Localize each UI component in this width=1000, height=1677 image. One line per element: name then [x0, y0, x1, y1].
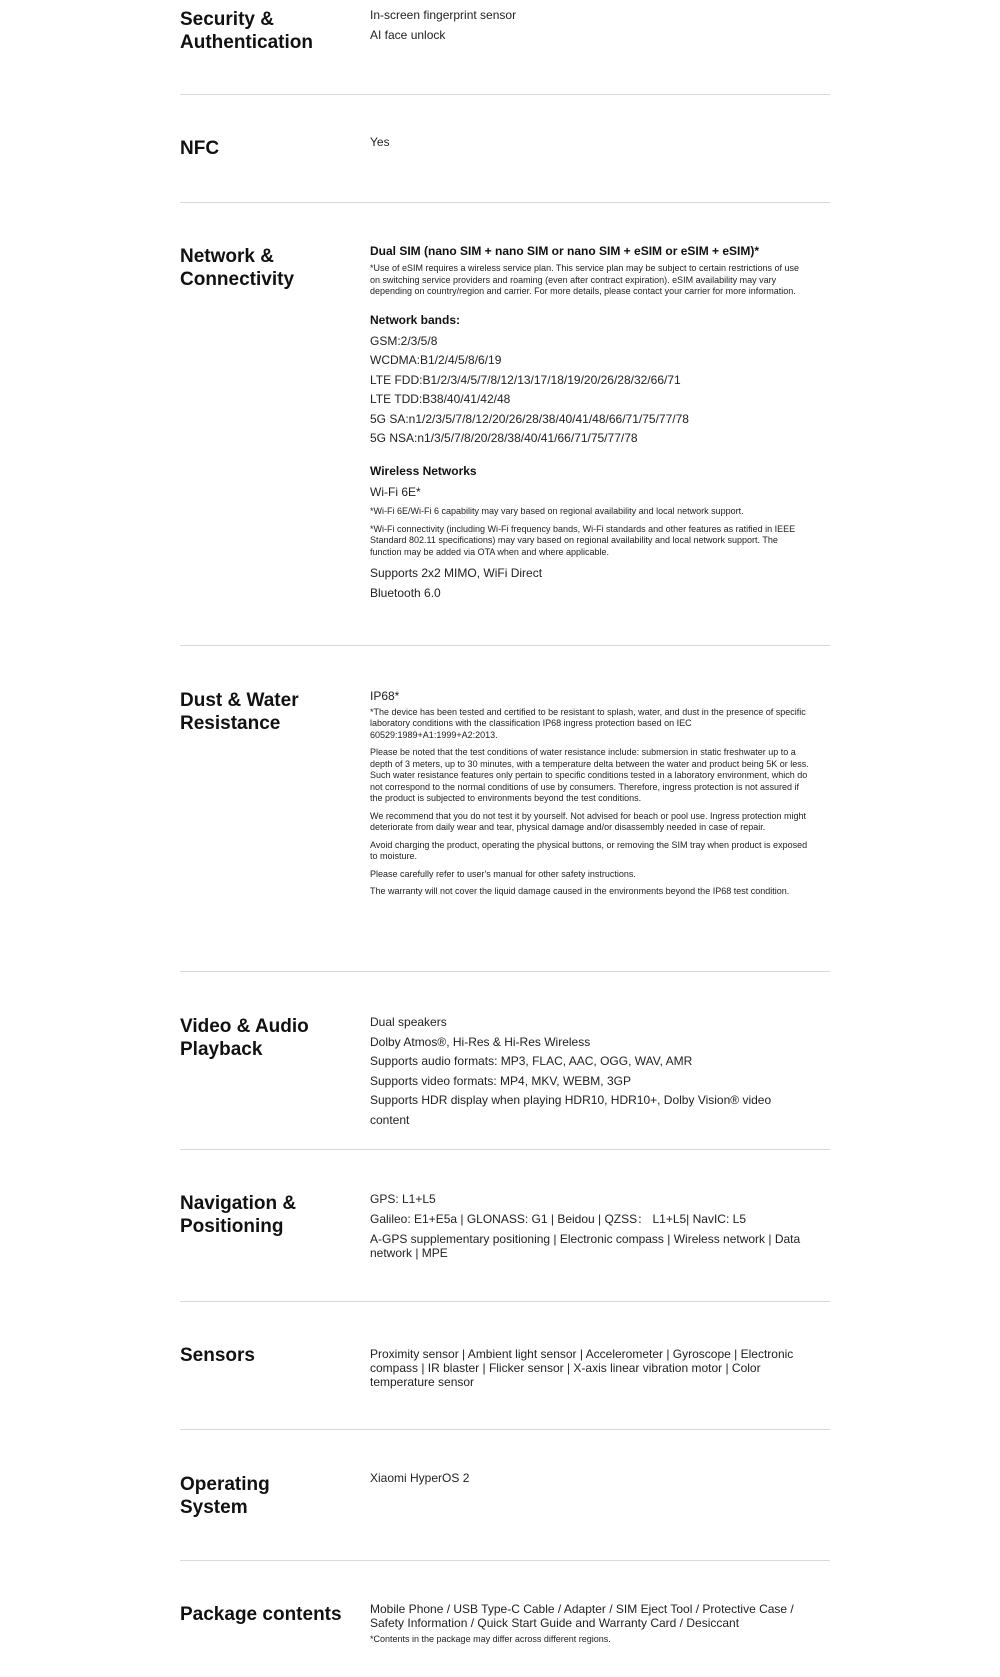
dust-paragraph: Avoid charging the product, operating the physical buttons, or removing the SIM tray when product is exposed to moisture. — [370, 839, 808, 861]
spec-item: Supports video formats: MP4, MKV, WEBM, 3GP — [370, 1073, 631, 1088]
divider — [180, 1429, 830, 1430]
divider — [180, 94, 830, 95]
section-title: Navigation & Positioning — [180, 1193, 297, 1237]
spec-item: AI face unlock — [370, 27, 446, 42]
section-body — [370, 1469, 810, 1489]
spec-item: In-screen fingerprint sensor — [370, 8, 517, 22]
section-title: NFC — [180, 138, 220, 159]
dust-paragraph: *The device has been tested and certified to be resistant to splash, water, and dust in the presence of specific laboratory conditions with the classification IP68 ingress protection based on IEC 60529:1989+A1:1999+A2:2013. — [370, 706, 806, 740]
divider — [180, 1560, 830, 1561]
spec-item: Yes — [370, 135, 390, 149]
wifi-note: *Wi-Fi connectivity (including Wi-Fi frequency bands, Wi-Fi standards and other features as ratified in IEEE Standard 802.11 specifications) may vary based on regional availability and local network support. The function may be added via OTA when and where applicable. — [370, 523, 796, 557]
divider — [180, 1149, 830, 1150]
rating-item: IP68* — [370, 689, 400, 703]
section-body — [370, 687, 810, 898]
band-item: LTE TDD:B38/40/41/42/48 — [370, 392, 511, 406]
dust-paragraph: Please be noted that the test conditions of water resistance include: submersion in static freshwater up to a depth of 3 meters, up to 30 minutes, with a temperature delta between the water and product being 5K or less. Such water resistance features only pertain to specific conditions tested in a laboratory environment, which do not correspond to the normal conditions of use by consumers. Therefore, ingress protection is not assured if the product is subjected to environments beyond the test conditions. — [370, 747, 809, 803]
divider — [180, 645, 830, 646]
dust-paragraph: We recommend that you do not test it by yourself. Not advised for beach or pool use. Ingress protection might deteriorate from daily wear and tear, physical damage and/or disassembly needed in case of repair. — [370, 810, 807, 832]
section-title: Sensors — [180, 1345, 255, 1366]
spec-item: Xiaomi HyperOS 2 — [370, 1471, 470, 1485]
section-body — [370, 1190, 810, 1260]
band-item: GSM:2/3/5/8 — [370, 333, 438, 348]
spec-item: Dual speakers — [370, 1015, 447, 1029]
spec-item: Supports HDR display when playing HDR10, HDR10+, Dolby Vision® video content — [370, 1093, 772, 1127]
section-title: Security & Authentication — [180, 9, 313, 53]
section-body — [370, 133, 810, 153]
dust-paragraph: Please carefully refer to user's manual for other safety instructions. — [370, 868, 636, 879]
bluetooth-item: Bluetooth 6.0 — [370, 585, 441, 600]
bands-heading: Network bands: — [370, 312, 461, 327]
section-title: Network & Connectivity — [180, 246, 295, 290]
section-body — [370, 1013, 810, 1130]
sim-note: *Use of eSIM requires a wireless service plan. This service plan may be subject to certain restrictions of use on switching service providers and roaming (even after contract expiration). eSIM availability may vary depending on country/region and carrier. For more details, please contact your carrier for more information. — [370, 263, 800, 296]
spec-item: Dolby Atmos®, Hi-Res & Hi-Res Wireless — [370, 1034, 591, 1049]
divider — [180, 971, 830, 972]
band-item: LTE FDD:B1/2/3/4/5/7/8/12/13/17/18/19/20/26/28/32/66/71 — [370, 372, 681, 387]
band-item: WCDMA:B1/2/4/5/8/6/19 — [370, 353, 502, 367]
section-body — [370, 1347, 810, 1389]
wifi-note: *Wi-Fi 6E/Wi-Fi 6 capability may vary based on regional availability and local network support. — [370, 506, 744, 516]
spec-item: GPS: L1+L5 — [370, 1192, 436, 1206]
spec-item: A-GPS supplementary positioning | Electronic compass | Wireless network | Data network | MPE — [370, 1232, 801, 1260]
section-body — [370, 6, 810, 45]
section-body — [370, 1602, 810, 1646]
divider — [180, 1301, 830, 1302]
wireless-heading: Wireless Networks — [370, 463, 477, 478]
package-note: *Contents in the package may differ across different regions. — [370, 1634, 611, 1644]
section-title: Package contents — [180, 1604, 342, 1625]
spec-item: Supports audio formats: MP3, FLAC, AAC, OGG, WAV, AMR — [370, 1054, 693, 1068]
band-item: 5G NSA:n1/3/5/7/8/20/28/38/40/41/66/71/75/77/78 — [370, 431, 638, 445]
section-title: Video & Audio Playback — [180, 1016, 309, 1060]
spec-item: Mobile Phone / USB Type-C Cable / Adapter / SIM Eject Tool / Protective Case / Safety Information / Quick Start Guide and Warranty Card / Desiccant — [370, 1602, 794, 1630]
section-title: Operating System — [180, 1474, 270, 1518]
band-item: 5G SA:n1/2/3/5/7/8/12/20/26/28/38/40/41/48/66/71/75/77/78 — [370, 411, 689, 426]
wifi-item: Wi-Fi 6E* — [370, 484, 421, 499]
section-title: Dust & Water Resistance — [180, 690, 299, 734]
spec-item: Galileo: E1+E5a | GLONASS: G1 | Beidou | QZSS： L1+L5| NavIC: L5 — [370, 1211, 746, 1226]
sim-heading: Dual SIM (nano SIM + nano SIM or nano SIM + eSIM or eSIM + eSIM)* — [370, 244, 760, 258]
spec-item: Proximity sensor | Ambient light sensor | Accelerometer | Gyroscope | Electronic compass | IR blaster | Flicker sensor | X-axis linear vibration motor | Color temperature sensor — [370, 1347, 794, 1389]
mimo-item: Supports 2x2 MIMO, WiFi Direct — [370, 566, 543, 580]
divider — [180, 202, 830, 203]
dust-paragraph: The warranty will not cover the liquid damage caused in the environments beyond the IP68 test condition. — [370, 886, 790, 896]
section-body — [370, 243, 810, 603]
